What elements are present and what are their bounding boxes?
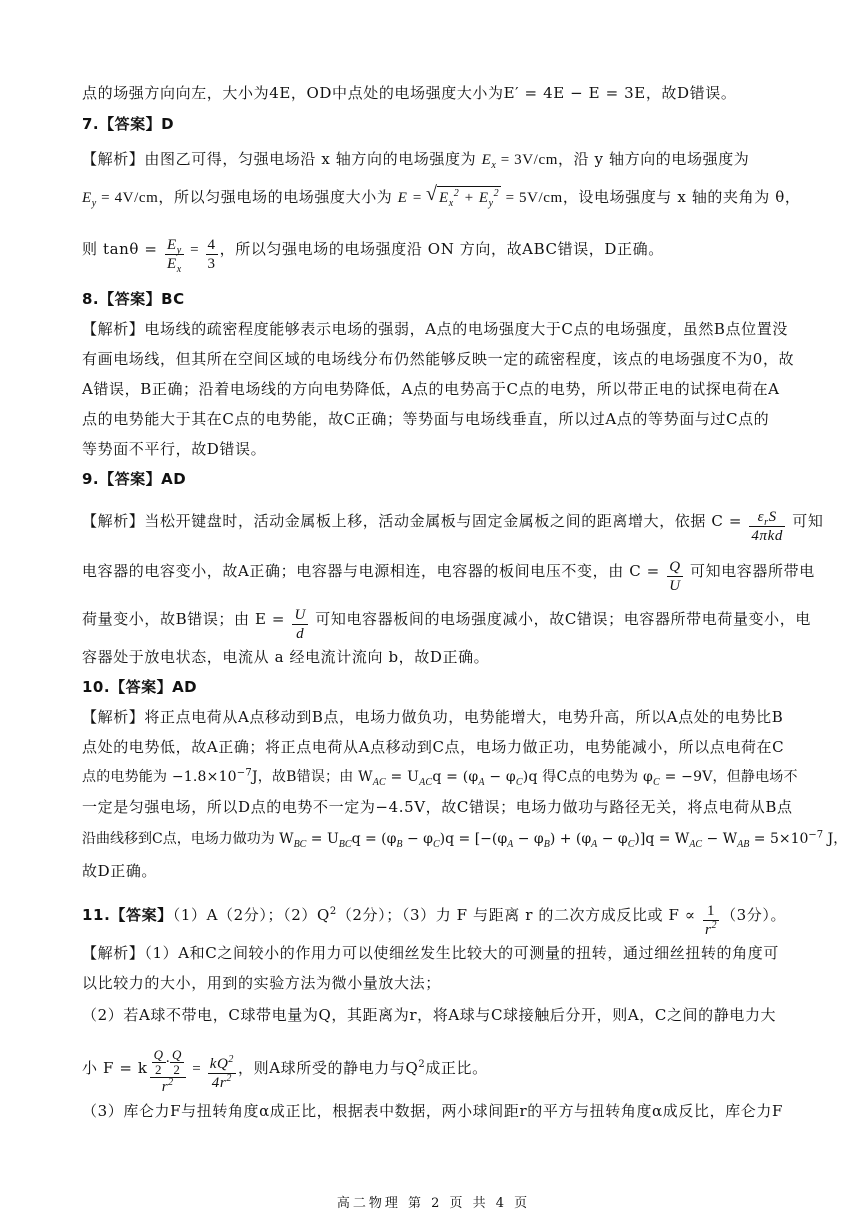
analysis-10-line-4: 一定是匀强电场，所以D点的电势不一定为−4.5V，故C错误；电场力做功与路径无关，将点电荷从B点 — [82, 798, 793, 816]
fraction: $\frac{1}{r^2}$ — [705, 903, 718, 938]
fraction: $\frac{\varepsilon_rS}{\text{4πkd}}$ — [751, 509, 783, 544]
analysis-10-line-6: 故D正确。 — [82, 862, 158, 880]
analysis-11-line-5: （3）库仑力F与扭转角度α成正比，根据表中数据，两小球间距r的平方与扭转角度α成反比，库仑力F — [82, 1102, 783, 1120]
answer-7-label: 7.【答案】D — [82, 115, 175, 133]
analysis-10-line-2: 点处的电势低，故A正确；将正点电荷从A点移动到C点，电场力做正功，电势能减小，所以点电荷在C — [82, 738, 785, 756]
analysis-7-line-1: 【解析】由图乙可得，匀强电场沿 x 轴方向的电场强度为 $E_x = 3V/cm$，沿 y 轴方向的电场强度为 — [82, 150, 750, 171]
answer-9-label: 9.【答案】AD — [82, 470, 187, 488]
page-footer: 高二物理 第 2 页 共 4 页 — [336, 1196, 531, 1211]
fraction: $\frac{E_y}{E_x}$ — [166, 237, 182, 275]
fraction: $\frac{Q}{2}$ — [171, 1047, 182, 1077]
analysis-8-line-5: 等势面不平行，故D错误。 — [82, 440, 267, 458]
analysis-11-line-4: 小 F = k $\frac{Q}{2}$ · $\frac{Q}{2}$ $r^2$ = $\frac{kQ^2}{4r^2}$ ，则A球所受的静电力与$Q^2$成正比。 — [82, 1047, 488, 1095]
text-line: 点的场强方向向左，大小为4E，OD中点处的电场强度大小为E′ = 4E − E = 3E，故D错误。 — [82, 84, 737, 102]
analysis-10-line-1: 【解析】将正点电荷从A点移动到B点，电场力做负功，电势能增大，电势升高，所以A点处的电势比B — [82, 708, 784, 726]
analysis-11-line-2: 以比较力的大小，用到的实验方法为微小量放大法； — [82, 974, 441, 992]
analysis-8-line-1: 【解析】电场线的疏密程度能够表示电场的强弱，A点的电场强度大于C点的电场强度，虽然B点位置没 — [82, 320, 788, 338]
analysis-10-line-3: 点的电势能为 $-1.8\times 10^{-7}J$，故B错误；由 $W_{AC} = U_{AC}q = (\varphi_A - \varphi_C)q$ 得C点的电势为 $\varphi_C = -9V$，但静电场不 — [82, 767, 798, 788]
fraction: $\frac{Q}{U}$ — [669, 559, 681, 594]
analysis-11-line-1: 【解析】（1）A和C之间较小的作用力可以使细丝发生比较大的可测量的扭转，通过细丝扭转的角度可 — [82, 944, 779, 962]
analysis-8-line-4: 点的电势能大于其在C点的电势能，故C正确；等势面与电场线垂直，所以过A点的等势面与过C点的 — [82, 410, 770, 428]
fraction: $\frac{Q}{2}$ · $\frac{Q}{2}$ $r^2$ — [150, 1048, 186, 1096]
analysis-9-line-4: 容器处于放电状态，电流从 a 经电流计流向 b，故D正确。 — [82, 648, 490, 666]
fraction: $\frac{U}{d}$ — [294, 607, 306, 642]
answer-11-label: 11.【答案】（1）A（2分）；$(2)Q^2(2$分）；（3）力 F 与距离 r 的二次方成反比或 F ∝ $\frac{1}{r^2}$ （3分）。 — [82, 903, 787, 938]
analysis-9-line-3: 荷量变小，故B错误；由 E = $\frac{U}{d}$ 可知电容器板间的电场强度减小，故C错误；电容器所带电荷量变小，电 — [82, 607, 811, 642]
analysis-8-line-2: 有画电场线，但其所在空间区域的电场线分布仍然能够反映一定的疏密程度，该点的电场强度不为0，故 — [82, 350, 795, 368]
fraction: $\frac{kQ^2}{4r^2}$ — [209, 1054, 235, 1091]
analysis-7-line-2: $E_y = 4V/cm$，所以匀强电场的电场强度大小为 E = √ $E_x^2 + E_y^2 = 5V/cm$，设电场强度与 x 轴的夹角为 θ， — [82, 186, 792, 209]
analysis-11-line-3: （2）若A球不带电，C球带电量为Q，其距离为r，将A球与C球接触后分开，则A，C之间的静电力大 — [82, 1006, 777, 1024]
sqrt-expression: √ $E_x^2 + E_y^2$ — [437, 186, 501, 209]
answer-8-label: 8.【答案】BC — [82, 290, 185, 308]
analysis-9-line-1: 【解析】当松开键盘时，活动金属板上移，活动金属板与固定金属板之间的距离增大，依据 C = $\frac{\varepsilon_rS}{\text{4πkd}}$ 可知 — [82, 509, 824, 544]
fraction: $\frac{Q}{2}$ — [153, 1047, 164, 1077]
analysis-8-line-3: A错误，B正确；沿着电场线的方向电势降低，A点的电势高于C点的电势，所以带正电的试探电荷在A — [82, 380, 780, 398]
fraction: $\frac{4}{3}$ — [207, 237, 216, 272]
answer-10-label: 10.【答案】AD — [82, 678, 198, 696]
analysis-9-line-2: 电容器的电容变小，故A正确；电容器与电源相连，电容器的板间电压不变，由 C = $\frac{Q}{U}$ 可知电容器所带电 — [82, 559, 815, 594]
analysis-7-line-3: 则 tanθ = $\frac{E_y}{E_x}$ = $\frac{4}{3}$ ，所以匀强电场的电场强度沿 ON 方向，故ABC错误，D正确。 — [82, 237, 664, 275]
analysis-10-line-5: 沿曲线移到C点，电场力做功为 $W_{BC} = U_{BC}q = (\varphi_B - \varphi_C)q = [-(\varphi_A - \varphi_B) + (\varphi_A - \varphi_C)]q = W_{AC} - W_{AB} = 5\times 10^{-7}$ J， — [82, 829, 848, 850]
